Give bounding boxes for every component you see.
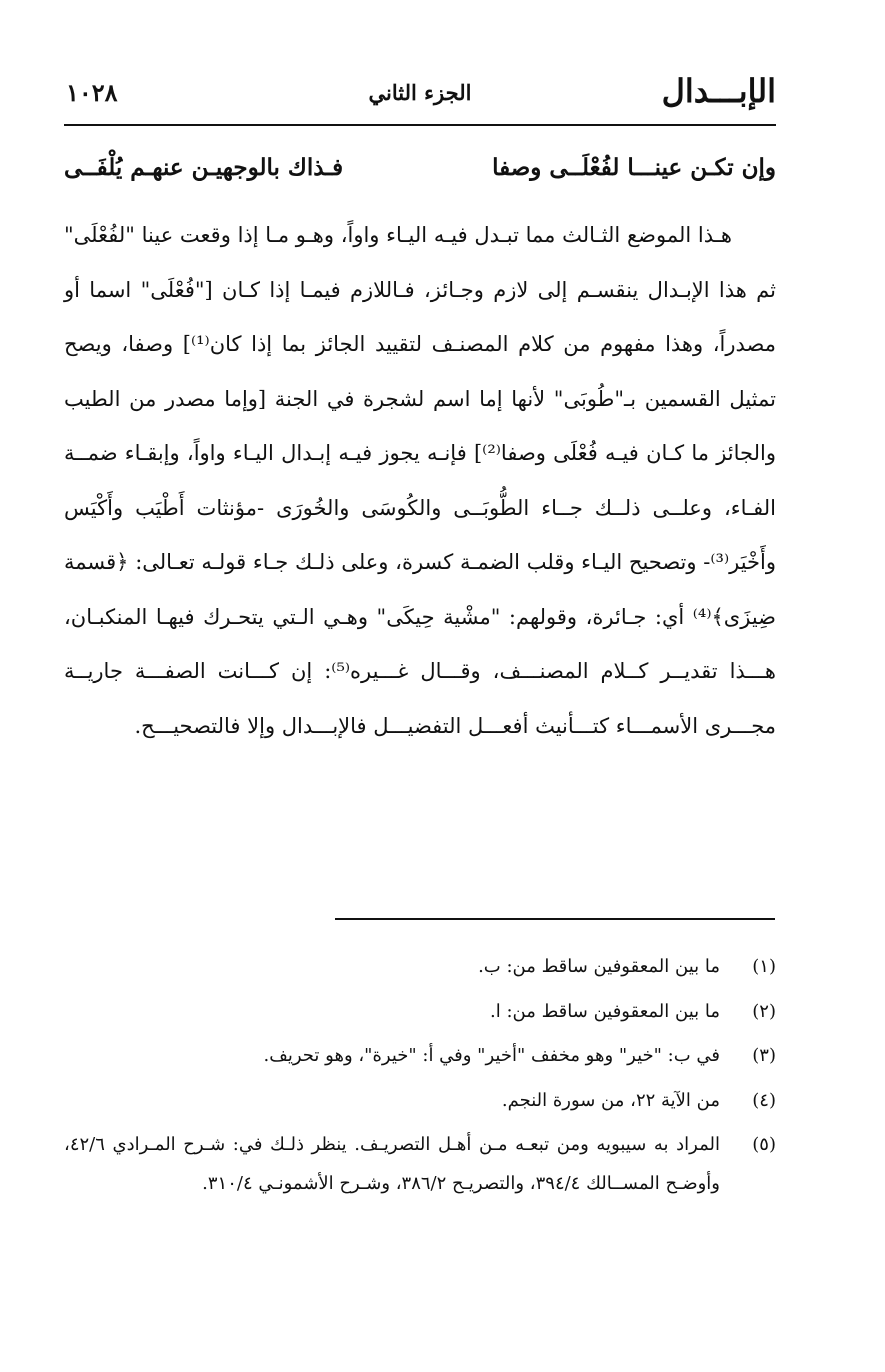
footnote-divider: [335, 918, 775, 920]
footnote-text: في ب: "خير" وهو مخفف "أخير" وفي أ: "خيرة"، وهو تحريف.: [263, 1045, 720, 1066]
footnote-number: (٣): [752, 1045, 776, 1066]
commentary-body: [64, 208, 776, 753]
footnotes: [64, 948, 776, 1209]
verse-second-hemistich: فـذاك بالوجهيـن عنهـم يُلْفَــى: [64, 154, 344, 181]
footnote-number: (٥): [752, 1134, 776, 1155]
footnote-number: (٤): [752, 1089, 776, 1111]
commentary-paragraph: هـذا الموضع الثـالث مما تبـدل فيـه اليـاء واواً، وهـو مـا إذا وقعت عينا "لفُعْلَى" ثم هذا الإبـدال ينقسـم إلى لازم وجـائز، فـاللازم فيمـا إذا كـان ["فُعْلَى" اسما أو مصدراً، وهذا مفهوم من كلام المصنـف لتقييد الجائز بما إذا كان⁽¹⁾] وصفا، ويصح تمثيل القسمين بـ"طُوبَى" لأنها إما اسم لشجرة في الجنة [وإما مصدر من الطيب والجائز ما كـان فيـه فُعْلَى وصفا⁽²⁾] فإنـه يجوز فيـه إبـدال اليـاء واواً، وإبقـاء ضمــة الفـاء، وعلــى ذلــك جــاء الطُّوبَــى والكُوسَى والخُورَى -مؤنثات أَطْيَب وأَكْيَس وأَخْيَر⁽³⁾- وتصحيح اليـاء وقلب الضمـة كسرة، وعلى ذلـك جـاء قولـه تعـالى: ﴿قسمة ضِيزَى﴾⁽⁴⁾ أي: جـائرة، وقولهم: "مشْية حِيكَى" وهـي الـتي يتحـرك فيهـا المنكبـان، هـــذا تقديــر كــلام المصنـــف، وقـــال غـــيره⁽⁵⁾: إن كـــانت الصفـــة جاريــة مجـــرى الأسمـــاء كتـــأنيث أفعـــل التفضيـــل فالإبـــدال وإلا فالتصحيـــح.: [64, 223, 776, 738]
footnote-item: [64, 993, 776, 1032]
footnote-text: المراد به سيبويه ومن تبعـه مـن أهـل التصريـف. ينظر ذلـك في: شـرح المـرادي ٤٢/٦، وأوضـح المســالك ٣٩٤/٤، والتصريـح ٣٨٦/٢، وشـرح الأشمونـي ٣١٠/٤.: [64, 1134, 720, 1194]
footnote-text: من الآية ٢٢، من سورة النجم.: [501, 1089, 720, 1111]
footnote-number: (١): [752, 956, 776, 977]
footnote-text: ما بين المعقوفين ساقط من: ب.: [478, 956, 720, 977]
poetry-verse: [64, 150, 776, 198]
chapter-title: الإبـــدال: [661, 72, 776, 110]
footnote-number: (٢): [752, 1000, 776, 1022]
page-header: [64, 70, 776, 120]
footnote-item: [64, 1082, 776, 1121]
verse-first-hemistich: وإن تكـن عينـــا لفُعْلَــى وصفا: [492, 154, 776, 181]
footnote-text: ما بين المعقوفين ساقط من: ا.: [490, 1000, 720, 1022]
page-number: ١٠٢٨: [66, 78, 118, 107]
footnote-item: [64, 1126, 776, 1203]
footnote-item: [64, 1037, 776, 1076]
part-label: الجزء الثاني: [368, 80, 472, 105]
header-divider: [64, 124, 776, 126]
footnote-item: [64, 948, 776, 987]
